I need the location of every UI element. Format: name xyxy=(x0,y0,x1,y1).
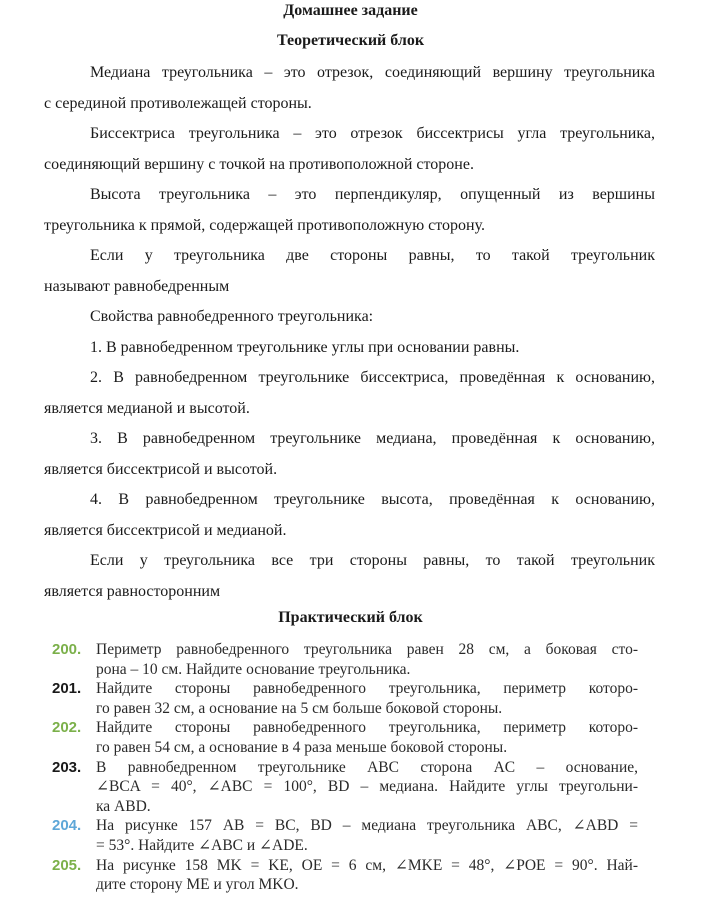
theory-paragraph xyxy=(44,241,655,302)
theory-paragraph xyxy=(44,363,655,424)
paragraph-line: является равносторонним xyxy=(44,582,221,600)
task-item xyxy=(52,640,638,679)
task-item xyxy=(52,816,638,855)
task-item xyxy=(52,856,638,895)
paragraph-line: с серединой противолежащей стороны. xyxy=(44,94,312,112)
task-text-line: Найдите стороны равнобедренного треугольника, периметр которо- xyxy=(96,719,638,737)
paragraph-line: Если у треугольника все три стороны равны, то такой треугольник xyxy=(90,552,655,569)
task-text-line: Периметр равнобедренного треугольника равен 28 см, а боковая сто- xyxy=(96,641,638,658)
task-text-line: ка ABD. xyxy=(96,797,151,815)
paragraph-line: 3. В равнобедренном треугольнике медиана, проведённая к основанию, xyxy=(90,430,655,447)
task-text-line: рона – 10 см. Найдите основание треугольника. xyxy=(96,660,411,678)
paragraph-line: треугольника к прямой, содержащей противоположную сторону. xyxy=(44,216,485,234)
theory-paragraph xyxy=(44,58,655,119)
task-number: 200. xyxy=(52,641,82,658)
paragraph-line: называют равнобедренным xyxy=(44,277,230,295)
theory-paragraph xyxy=(44,119,655,180)
theory-block xyxy=(44,58,655,607)
practice-block xyxy=(52,640,638,895)
task-number: 203. xyxy=(52,758,82,776)
paragraph-line: Свойства равнобедренного треугольника: xyxy=(90,308,374,325)
theory-paragraph xyxy=(44,424,655,485)
task-item xyxy=(52,679,638,718)
task-text-line: го равен 32 см, а основание на 5 см больше боковой стороны. xyxy=(96,699,503,717)
task-text-line: ∠BCA = 40°, ∠ABC = 100°, BD – медиана. Найдите углы треугольни- xyxy=(96,778,638,796)
task-text-line: Найдите стороны равнобедренного треугольника, периметр которо- xyxy=(96,680,638,698)
task-item xyxy=(52,758,638,817)
paragraph-line: Высота треугольника – это перпендикуляр, опущенный из вершины xyxy=(90,186,655,203)
theory-heading: Теоретический блок xyxy=(276,32,425,49)
theory-paragraph xyxy=(44,333,655,364)
task-item xyxy=(52,718,638,757)
theory-paragraph xyxy=(44,180,655,241)
paragraph-line: Если у треугольника две стороны равны, то такой треугольник xyxy=(90,247,655,264)
paragraph-line: является биссектрисой и высотой. xyxy=(44,460,278,478)
task-text-line: На рисунке 157 AB = BC, BD – медиана треугольника ABC, ∠ABD = xyxy=(96,817,638,835)
task-number: 204. xyxy=(52,817,82,835)
task-number: 202. xyxy=(52,719,82,737)
task-text-line: На рисунке 158 MK = KE, OE = 6 см, ∠MKE = 48°, ∠POE = 90°. Най- xyxy=(96,856,638,874)
task-text-line: В равнобедренном треугольнике ABC сторона AC – основание, xyxy=(96,758,638,776)
paragraph-line: Биссектриса треугольника – это отрезок биссектрисы угла треугольника, xyxy=(90,125,655,142)
paragraph-line: 2. В равнобедренном треугольнике биссектриса, проведённая к основанию, xyxy=(90,369,655,386)
paragraph-line: является медианой и высотой. xyxy=(44,399,250,417)
theory-paragraph xyxy=(44,302,655,333)
paragraph-line: 1. В равнобедренном треугольнике углы при основании равны. xyxy=(90,338,520,356)
practice-heading: Практический блок xyxy=(278,609,423,626)
paragraph-line: Медиана треугольника – это отрезок, соединяющий вершину треугольника xyxy=(90,64,655,81)
task-number: 201. xyxy=(52,680,82,698)
theory-paragraph xyxy=(44,485,655,546)
task-text-line: го равен 54 см, а основание в 4 раза меньше боковой стороны. xyxy=(96,738,508,756)
paragraph-line: 4. В равнобедренном треугольнике высота, проведённая к основанию, xyxy=(90,491,655,508)
theory-paragraph xyxy=(44,546,655,607)
paragraph-line: соединяющий вершину с точкой на противоположной стороне. xyxy=(44,155,474,173)
task-text-line: = 53°. Найдите ∠ABC и ∠ADE. xyxy=(96,836,308,854)
document-title: Домашнее задание xyxy=(283,2,418,19)
paragraph-line: является биссектрисой и медианой. xyxy=(44,521,287,539)
task-text-line: дите сторону ME и угол MKO. xyxy=(96,876,299,894)
task-number: 205. xyxy=(52,856,82,874)
